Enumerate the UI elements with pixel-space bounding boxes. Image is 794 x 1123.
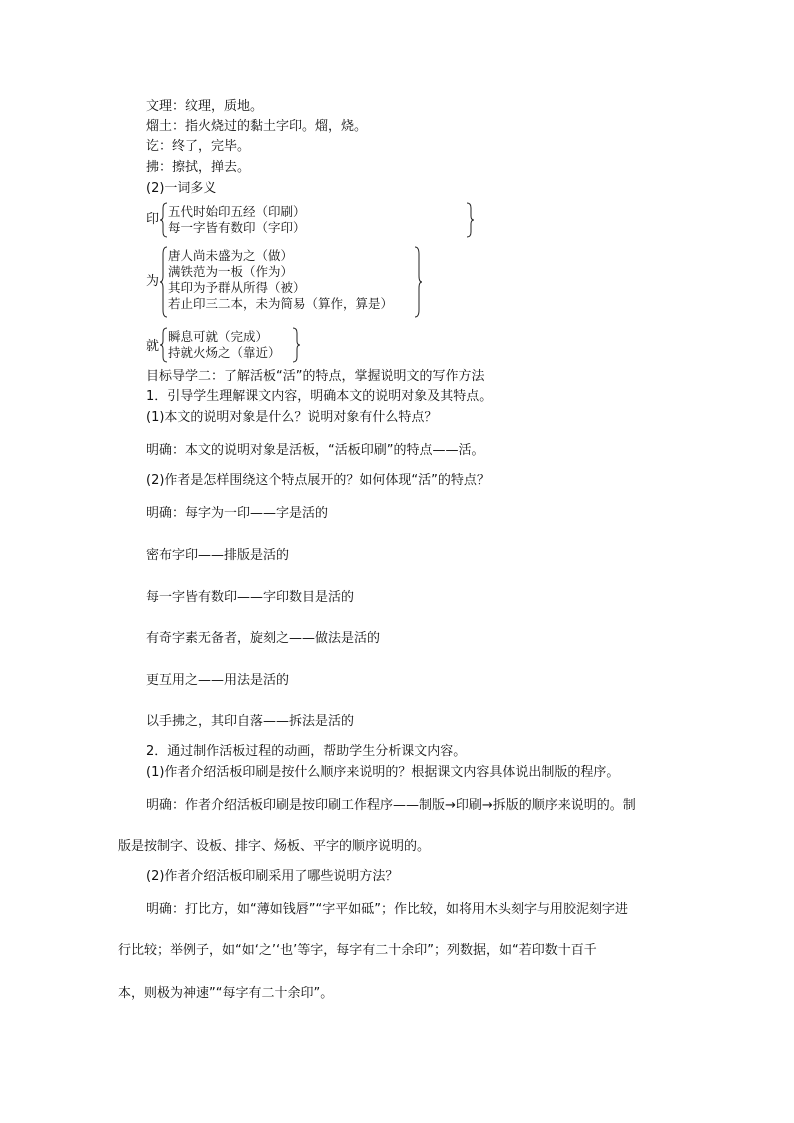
question: (1)本文的说明对象是什么？说明对象有什么特点？	[146, 410, 438, 425]
polysemy-items	[168, 248, 393, 312]
left-brace-icon	[160, 202, 168, 238]
polysemy-item: 每一字皆有数印（字印）	[168, 220, 306, 235]
left-brace-icon	[160, 327, 168, 363]
right-brace-icon	[292, 327, 300, 363]
answer: 明确：作者介绍活板印刷是按印刷工作程序——制版→印刷→拆版的顺序来说明的。制	[146, 798, 636, 813]
polysemy-group-wei	[146, 246, 436, 320]
polysemy-item: 若止印三二本，未为简易（算作，算是）	[168, 296, 394, 311]
polysemy-items	[168, 329, 281, 361]
answer-line: 每一字皆有数印——字印数目是活的	[146, 590, 355, 605]
question: (2)作者介绍活板印刷采用了哪些说明方法？	[146, 869, 399, 884]
polysemy-item: 五代时始印五经（印刷）	[168, 204, 306, 219]
polysemy-item: 满铁范为一板（作为）	[168, 264, 294, 279]
left-brace-icon	[160, 246, 168, 318]
glossary-line: 文理：纹理，质地。	[146, 99, 264, 114]
glossary-line: 拂：擦拭，掸去。	[146, 160, 251, 175]
polysemy-head: 为	[146, 274, 160, 289]
polysemy-head: 就	[146, 339, 160, 354]
polysemy-items	[168, 204, 306, 236]
polysemy-group-jiu	[146, 327, 346, 365]
answer: 明确：打比方，如“薄如钱唇”“字平如砥”；作比较，如将用木头刻字与用胶泥刻字进	[146, 902, 628, 917]
glossary-line: 讫：终了，完毕。	[146, 139, 251, 154]
right-brace-icon	[414, 246, 422, 318]
polysemy-heading: (2)一词多义	[146, 181, 217, 196]
answer: 版是按制字、设板、排字、炀板、平字的顺序说明的。	[118, 839, 431, 854]
answer: 本，则极为神速”“每字有二十余印”。	[118, 986, 334, 1001]
polysemy-item: 唐人尚未盛为之（做）	[168, 248, 294, 263]
answer-line: 更互用之——用法是活的	[146, 673, 290, 688]
question: (2)作者是怎样围绕这个特点展开的？如何体现“活”的特点？	[146, 473, 490, 488]
glossary-line: 熘土：指火烧过的黏土字印。熘，烧。	[146, 119, 368, 134]
answer: 行比较；举例子，如“如‘之’‘也’等字，每字有二十余印”；列数据，如“若印数十百千	[118, 943, 597, 958]
polysemy-group-yin	[146, 202, 346, 240]
step-heading: 1．引导学生理解课文内容，明确本文的说明对象及其特点。	[146, 389, 493, 404]
answer: 明确：本文的说明对象是活板，“活板印刷”的特点——活。	[146, 443, 485, 458]
answer-line: 有奇字素无备者，旋刻之——做法是活的	[146, 631, 381, 646]
answer-line: 以手拂之，其印自落——拆法是活的	[146, 714, 355, 729]
right-brace-icon	[466, 202, 474, 238]
question: (1)作者介绍活板印刷是按什么顺序来说明的？根据课文内容具体说出制版的程序。	[146, 765, 620, 780]
polysemy-item: 其印为予群从所得（被）	[168, 280, 306, 295]
section-heading: 目标导学二：了解活板“活”的特点，掌握说明文的写作方法	[146, 369, 485, 384]
polysemy-item: 瞬息可就（完成）	[168, 329, 269, 344]
answer-line: 密布字印——排版是活的	[146, 548, 290, 563]
step-heading: 2．通过制作活板过程的动画，帮助学生分析课文内容。	[146, 744, 467, 759]
polysemy-item: 持就火炀之（靠近）	[168, 345, 281, 360]
polysemy-head: 印	[146, 212, 160, 227]
answer-line: 明确：每字为一印——字是活的	[146, 506, 329, 521]
